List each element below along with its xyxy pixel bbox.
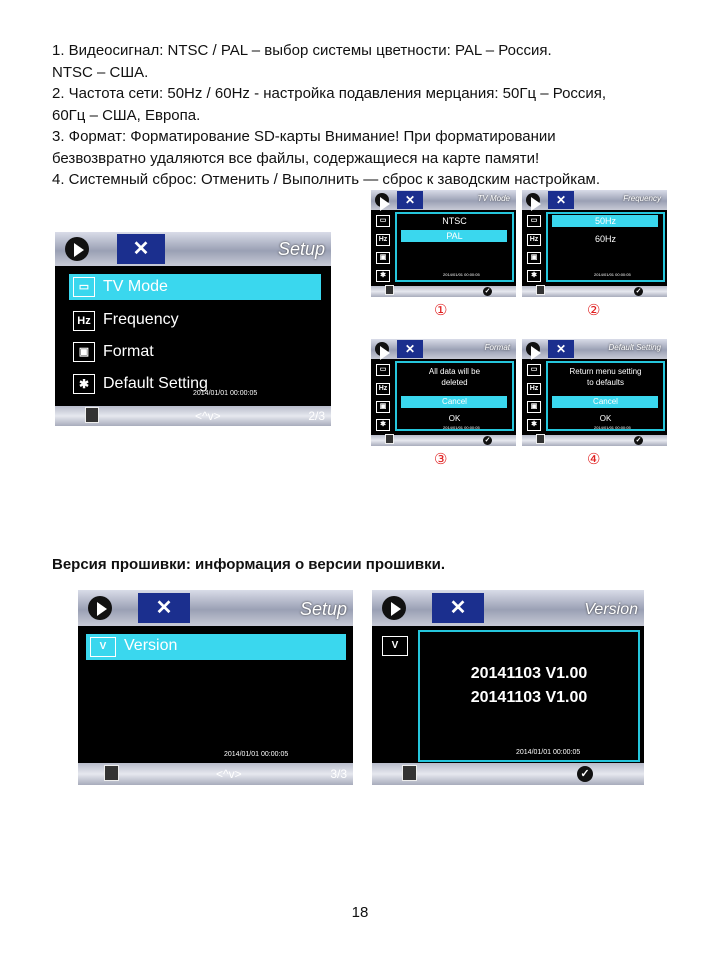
page-indicator: 3/3 <box>330 767 347 781</box>
tools-icon: ✕ <box>432 593 484 623</box>
intro-line: безвозвратно удаляются все файлы, содержащиеся на карте памяти! <box>52 149 540 167</box>
menu-item-tv-mode[interactable]: TV Mode <box>103 278 168 295</box>
format-screen <box>371 339 516 446</box>
cancel-option[interactable]: Cancel <box>442 397 467 406</box>
memo-icon <box>402 765 417 781</box>
timestamp: 2014/01/01 00:00:05 <box>224 751 289 758</box>
screen-title: TV Mode <box>477 194 510 203</box>
timestamp: 2014/01/01 00:00:05 <box>594 425 631 430</box>
intro-line: 1. Видеосигнал: NTSC / PAL – выбор системы цветности: PAL – Россия. <box>52 42 552 59</box>
tv-mode-screen <box>371 190 516 297</box>
screen-title: Setup <box>277 239 325 259</box>
timestamp: 2014/01/01 00:00:05 <box>193 390 258 397</box>
version-line-2: 20141103 V1.00 <box>470 689 588 706</box>
screen-title: Setup <box>299 599 347 619</box>
default-setting-icon: ✱ <box>527 270 541 282</box>
tools-icon: ✕ <box>117 234 165 264</box>
ok-option[interactable]: OK <box>448 414 461 423</box>
version-icon: V <box>90 637 116 657</box>
play-icon <box>526 342 540 356</box>
menu-item-frequency[interactable]: Frequency <box>103 311 179 328</box>
screen-title: Default Setting <box>608 343 661 352</box>
hz-icon: Hz <box>376 234 390 246</box>
timestamp: 2014/01/01 00:00:05 <box>516 749 581 756</box>
tools-icon: ✕ <box>397 191 423 209</box>
format-icon: ▣ <box>527 401 541 413</box>
default-setting-icon: ✱ <box>376 270 390 282</box>
firmware-heading: Версия прошивки: информация о версии прошивки. <box>52 556 446 573</box>
ok-option[interactable]: OK <box>599 414 612 423</box>
menu-item-format[interactable]: Format <box>103 343 154 360</box>
confirm-icon[interactable]: ✓ <box>484 437 491 444</box>
hz-icon: Hz <box>73 311 95 331</box>
menu-item-version[interactable]: Version <box>124 637 178 654</box>
play-icon <box>375 342 389 356</box>
intro-text <box>52 40 692 191</box>
memo-icon <box>104 765 119 781</box>
cancel-option[interactable]: Cancel <box>593 397 618 406</box>
tools-icon: ✕ <box>548 191 574 209</box>
memo-icon <box>385 434 394 444</box>
tools-icon: ✕ <box>397 340 423 358</box>
page-indicator: 2/3 <box>308 409 325 423</box>
marker-4: ④ <box>587 451 601 468</box>
page-number: 18 <box>351 904 369 921</box>
format-icon: ▣ <box>376 401 390 413</box>
format-icon: ▣ <box>527 252 541 264</box>
intro-line: 3. Формат: Форматирование SD-карты Внимание! При форматировании <box>52 128 556 145</box>
screen-title: Version <box>584 601 638 618</box>
option-ntsc[interactable]: NTSC <box>442 216 467 226</box>
nav-arrows[interactable]: <^v> <box>216 767 242 781</box>
frequency-screen <box>522 190 667 297</box>
timestamp: 2014/01/01 00:00:05 <box>443 272 480 277</box>
play-icon <box>375 193 389 207</box>
screen-title: Format <box>484 343 510 352</box>
confirm-icon[interactable]: ✓ <box>577 766 593 782</box>
dialog-message-line-2: deleted <box>441 378 468 387</box>
marker-2: ② <box>587 302 601 319</box>
option-50hz[interactable]: 50Hz <box>594 216 616 226</box>
confirm-icon[interactable]: ✓ <box>484 288 491 295</box>
version-screen <box>372 590 644 785</box>
memo-icon <box>85 407 99 423</box>
default-setting-icon: ✱ <box>527 419 541 431</box>
default-setting-icon: ✱ <box>73 374 95 394</box>
marker-3: ③ <box>434 451 448 468</box>
version-line-1: 20141103 V1.00 <box>470 665 588 682</box>
timestamp: 2014/01/01 00:00:05 <box>594 272 631 277</box>
intro-line: 60Гц – США, Европа. <box>52 106 201 124</box>
play-icon <box>526 193 540 207</box>
setup-screen-page-2 <box>55 232 331 426</box>
screen-title: Frequency <box>623 194 661 203</box>
intro-line: 2. Частота сети: 50Hz / 60Hz - настройка подавления мерцания: 50Гц – Россия, <box>52 85 607 102</box>
hz-icon: Hz <box>527 234 541 246</box>
tv-icon: ▭ <box>527 364 541 376</box>
tools-icon: ✕ <box>138 593 190 623</box>
tools-icon: ✕ <box>548 340 574 358</box>
dialog-message-line-2: to defaults <box>587 378 624 387</box>
tv-icon: ▭ <box>73 277 95 297</box>
confirm-icon[interactable]: ✓ <box>635 437 642 444</box>
play-icon <box>65 237 89 261</box>
format-icon: ▣ <box>73 342 95 362</box>
memo-icon <box>385 285 394 295</box>
setup-screen-page-3 <box>78 590 353 785</box>
dialog-message-line-1: Return menu setting <box>569 367 642 376</box>
play-icon <box>88 596 112 620</box>
nav-arrows[interactable]: <^v> <box>195 409 221 423</box>
memo-icon <box>536 285 545 295</box>
menu-item-default-setting[interactable]: Default Setting <box>103 375 208 392</box>
confirm-icon[interactable]: ✓ <box>635 288 642 295</box>
tv-icon: ▭ <box>527 215 541 227</box>
tv-icon: ▭ <box>376 364 390 376</box>
hz-icon: Hz <box>376 383 390 395</box>
play-icon <box>382 596 406 620</box>
option-60hz[interactable]: 60Hz <box>594 234 616 244</box>
tv-icon: ▭ <box>376 215 390 227</box>
default-setting-icon: ✱ <box>376 419 390 431</box>
hz-icon: Hz <box>527 383 541 395</box>
marker-1: ① <box>434 302 448 319</box>
intro-line: 4. Системный сброс: Отменить / Выполнить — сброс к заводским настройкам. <box>52 171 601 188</box>
timestamp: 2014/01/01 00:00:05 <box>443 425 480 430</box>
version-icon: V <box>382 636 408 656</box>
default-setting-screen <box>522 339 667 446</box>
option-pal[interactable]: PAL <box>446 231 463 241</box>
dialog-message-line-1: All data will be <box>428 367 481 376</box>
format-icon: ▣ <box>376 252 390 264</box>
intro-line: NTSC – США. <box>52 63 149 81</box>
memo-icon <box>536 434 545 444</box>
